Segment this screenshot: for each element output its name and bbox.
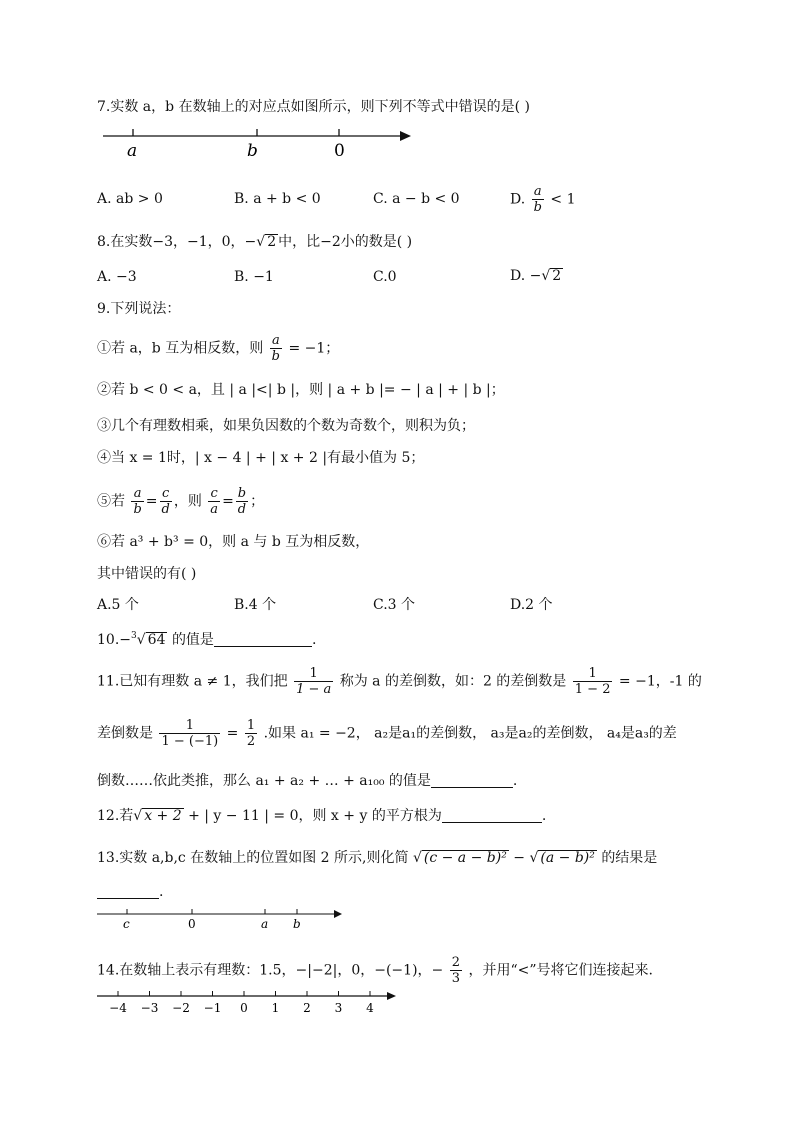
q9-s5-frac2-den: d (161, 502, 170, 517)
q9-option-a: A.5 个 (97, 597, 139, 613)
q9-s1-numerator: a (270, 333, 282, 349)
q11-line-3: 倒数……依此类推，那么 a₁ + a₂ + … + a₁₀₀ 的值是 . (97, 773, 518, 789)
q14-tick-label: −3 (140, 1001, 159, 1015)
q7-option-d-prefix: D. (510, 191, 526, 208)
q8-option-d-prefix: D. − (510, 268, 542, 284)
q13-line-2: . (97, 884, 163, 899)
q12-post: + | y − 11 | = 0，则 x + y 的平方根为 (188, 808, 442, 824)
q7-axis-label-b: b (247, 141, 258, 161)
q13-axis-label-a: a (261, 917, 269, 931)
q9-option-b: B.4 个 (234, 597, 277, 613)
q13-radicand-1: (c − a − b)² (423, 850, 507, 866)
q14-tick-label: −1 (203, 1001, 222, 1015)
q8-option-c: C.0 (373, 269, 397, 285)
q7-option-d (510, 184, 576, 215)
q14-post: ，并用“<”号将它们连接起来. (468, 962, 653, 979)
q9-question: 其中错误的有( ) (97, 566, 197, 582)
q14-tick-label: −2 (172, 1001, 190, 1015)
q12-stem: 12.若√ x + 2 + | y − 11 | = 0，则 x + y 的平方根为 . (97, 808, 547, 824)
q14-frac-num: 2 (451, 955, 460, 970)
q7-stem: 7.实数 a，b 在数轴上的对应点如图所示，则下列不等式中错误的是( ) (97, 99, 530, 115)
q11-l1-frac2-num: 1 (573, 666, 613, 682)
q11-answer-blank[interactable] (431, 773, 513, 788)
q14-frac-den: 3 (451, 971, 460, 986)
q14-tick-label: 1 (271, 1001, 280, 1015)
q7-option-b: B. a + b < 0 (234, 191, 321, 207)
q8-stem-radicand: 2 (267, 234, 277, 250)
q11-l1-pre: 11.已知有理数 a ≠ 1，我们把 (97, 673, 288, 690)
q14-tick-label: 0 (240, 1001, 248, 1015)
q7-option-d-suffix: < 1 (550, 191, 576, 208)
q13-minus: − (513, 850, 525, 866)
q8-option-b: B. −1 (234, 269, 274, 285)
q9-stem: 9.下列说法： (97, 301, 181, 317)
q8-stem: 8.在实数−3，−1，0，−√ 2 中，比−2小的数是( ) (97, 234, 413, 250)
q11-line-1 (97, 666, 702, 697)
q10-answer-blank[interactable] (214, 632, 312, 647)
q12-pre: 12.若 (97, 808, 134, 824)
q7-option-d-numerator: a (532, 184, 544, 200)
q10-stem: 10.−$^3$√ 64 的值是 . (97, 631, 317, 648)
q9-s5-frac1-den: b (133, 502, 142, 517)
q11-l1-frac-num: 1 (294, 666, 333, 682)
q10-post: 的值是 (171, 632, 214, 648)
q9-statement-6: ⑥若 a³ + b³ = 0，则 a 与 b 互为相反数， (97, 534, 370, 550)
q14-tick-label: 2 (303, 1001, 311, 1015)
q9-option-c: C.3 个 (373, 597, 416, 613)
q14-stem (97, 955, 653, 986)
q9-s5-frac4-den: d (237, 502, 247, 517)
q10-radicand: 64 (147, 632, 166, 648)
q14-tick-label: 3 (334, 1001, 343, 1015)
q13-l1-post: 的结果是 (601, 850, 658, 866)
q8-option-a: A. −3 (97, 269, 137, 285)
q11-l2-frac2-den: 2 (246, 734, 256, 749)
q13-axis-label-0: 0 (188, 917, 196, 931)
q12-radicand: x + 2 (144, 808, 182, 824)
q13-axis-label-c: c (123, 917, 130, 931)
q9-statement-3: ③几个有理数相乘，如果负因数的个数为奇数个，则积为负； (97, 418, 475, 434)
q7-option-d-denominator: b (533, 200, 542, 215)
q8-option-d: D. −√ 2 (510, 268, 562, 284)
q10-root-index: 3 (131, 631, 137, 641)
q9-statement-2: ②若 b < 0 < a，且 | a |<| b |，则 | a + b |= − | a | + | b |； (97, 382, 505, 398)
q11-l2-pre: 差倒数是 (97, 725, 153, 742)
q13-l1-pre: 13.实数 a,b,c 在数轴上的位置如图 2 所示,则化简 (97, 850, 409, 866)
q9-s1-post: = −1； (288, 340, 340, 357)
q9-s1-pre: ①若 a，b 互为相反数，则 (97, 340, 264, 357)
q9-s5-end: ； (250, 493, 265, 510)
q9-statement-1 (97, 333, 339, 364)
q11-l1-frac2-den: 1 − 2 (574, 682, 611, 697)
q11-l1-post: = −1，-1 的 (618, 673, 702, 690)
q11-l2-post: .如果 a₁ = −2， a₂是a₁的差倒数， a₃是a₂的差倒数， a₄是a₃的差 (263, 725, 677, 742)
q9-s5-frac4-num: b (237, 486, 247, 501)
q9-s1-denominator: b (271, 349, 280, 364)
q13-answer-blank[interactable] (97, 884, 159, 899)
q11-l2-frac2-num: 1 (246, 718, 256, 733)
q7-option-a: A. ab > 0 (97, 191, 163, 207)
q8-stem-pre: 8.在实数−3，−1，0，− (97, 234, 257, 250)
q9-s5-frac2-num: c (160, 486, 172, 502)
q9-s5-frac1-num: a (131, 486, 143, 502)
q12-answer-blank[interactable] (442, 808, 542, 823)
q13-axis-label-b: b (293, 917, 301, 931)
q11-l1-frac-den: 1 − a (296, 682, 332, 697)
q9-option-d: D.2 个 (510, 597, 553, 613)
q11-l2-frac-den: 1 − (−1) (161, 734, 219, 749)
q8-stem-post: 中，比−2小的数是( ) (278, 234, 413, 250)
q9-s5-mid: ，则 (173, 493, 202, 510)
q13-line-1: 13.实数 a,b,c 在数轴上的位置如图 2 所示,则化简 √ (c − a − b)² − √ (a − b)² 的结果是 (97, 850, 658, 866)
q11-l2-frac-num: 1 (159, 718, 220, 734)
q7-option-c: C. a − b < 0 (373, 191, 460, 207)
q7-axis-label-0: 0 (334, 141, 345, 161)
q9-statement-4: ④当 x = 1时，| x − 4 | + | x + 2 |有最小值为 5； (97, 450, 425, 466)
q10-pre: 10.− (97, 632, 131, 648)
q11-line-2 (97, 718, 677, 749)
q9-s5-frac3-num: c (208, 486, 220, 502)
q13-radicand-2: (a − b)² (540, 850, 595, 866)
q8-option-d-radicand: 2 (552, 268, 562, 284)
q14-tick-label: 4 (366, 1001, 374, 1015)
q9-s5-pre: ⑤若 (97, 493, 125, 510)
q14-stem-text: 14.在数轴上表示有理数：1.5，−|−2|，0，−(−1)，− (97, 962, 444, 979)
q11-l3-text: 倒数……依此类推，那么 a₁ + a₂ + … + a₁₀₀ 的值是 (97, 773, 431, 789)
q9-s5-frac3-den: a (210, 502, 219, 517)
q14-tick-label: −4 (109, 1001, 127, 1015)
q9-statement-5: ⑤若 $\frac{a}{b}$ = $\frac{c}{d}$ ，则 $\frac{c}{a}$ = $\frac{b}{d}$ ； (97, 486, 265, 517)
q7-axis-label-a: a (127, 141, 138, 161)
q11-l1-mid: 称为 a 的差倒数，如：2 的差倒数是 (339, 673, 567, 690)
q11-l2-eq: = (226, 725, 239, 742)
